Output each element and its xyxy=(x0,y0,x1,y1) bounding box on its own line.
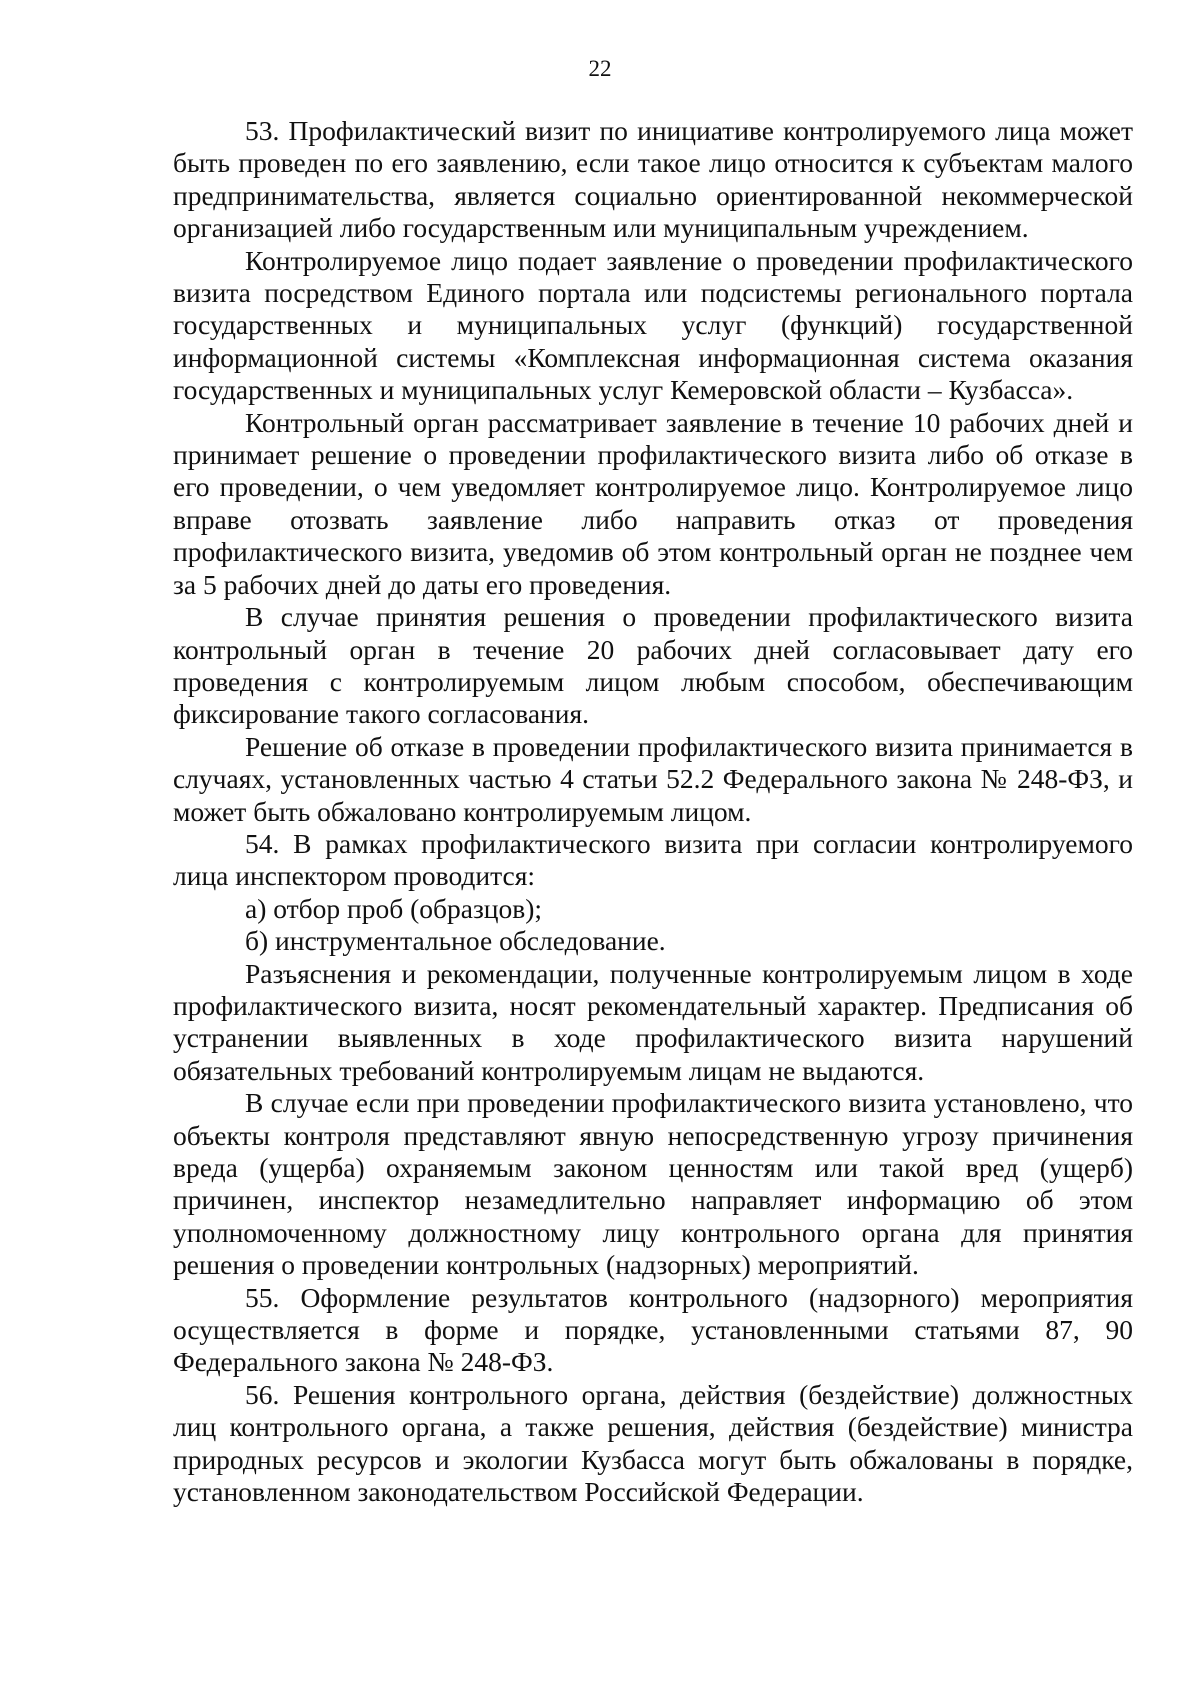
paragraph-explanations: Разъяснения и рекомендации, полученные контролируемым лицом в ходе профилактического визита, носят рекомендательный характер. Предписания об устранении выявленных в ходе профилактического визита нарушений обязательных требований контролируемым лицам не выдаются. xyxy=(173,957,1133,1086)
paragraph-55: 55. Оформление результатов контрольного (надзорного) мероприятия осуществляется в форме и порядке, установленными статьями 87, 90 Федерального закона № 248-ФЗ. xyxy=(173,1281,1133,1378)
paragraph-53: 53. Профилактический визит по инициативе контролируемого лица может быть проведен по его заявлению, если такое лицо относится к субъектам малого предпринимательства, является социально ориентированной некоммерческой организацией либо государственным или муниципальным учреждением. xyxy=(173,115,1133,244)
document-body xyxy=(173,115,1133,1508)
paragraph-54: 54. В рамках профилактического визита при согласии контролируемого лица инспектором проводится: xyxy=(173,827,1133,892)
list-item-a: а) отбор проб (образцов); xyxy=(245,892,543,924)
paragraph-refusal: Решение об отказе в проведении профилактического визита принимается в случаях, установленных частью 4 статьи 52.2 Федерального закона № 248-ФЗ, и может быть обжаловано контролируемым лицом. xyxy=(173,730,1133,827)
paragraph-agreement: В случае принятия решения о проведении профилактического визита контрольный орган в течение 20 рабочих дней согласовывает дату его проведения с контролируемым лицом любым способом, обеспечивающим фиксирование такого согласования. xyxy=(173,601,1133,730)
paragraph-threat: В случае если при проведении профилактического визита установлено, что объекты контроля представляют явную непосредственную угрозу причинения вреда (ущерба) охраняемым законом ценностям или такой вред (ущерб) причинен, инспектор незамедлительно направляет информацию об этом уполномоченному должностному лицу контрольного органа для принятия решения о проведении контрольных (надзорных) мероприятий. xyxy=(173,1087,1133,1281)
paragraph-56: 56. Решения контрольного органа, действия (бездействие) должностных лиц контрольного органа, а также решения, действия (бездействие) министра природных ресурсов и экологии Кузбасса могут быть обжалованы в порядке, установленном законодательством Российской Федерации. xyxy=(173,1378,1133,1508)
page-number: 22 xyxy=(588,56,612,81)
paragraph-application: Контролируемое лицо подает заявление о проведении профилактического визита посредством Единого портала или подсистемы регионального портала государственных и муниципальных услуг (функций) государственной информационной системы «Комплексная информационная система оказания государственных и муниципальных услуг Кемеровской области – Кузбасса». xyxy=(173,244,1133,406)
list-item-b: б) инструментальное обследование. xyxy=(245,925,666,957)
paragraph-review: Контрольный орган рассматривает заявление в течение 10 рабочих дней и принимает решение о проведении профилактического визита либо об отказе в его проведении, о чем уведомляет контролируемое лицо. Контролируемое лицо вправе отозвать заявление либо направить отказ от проведения профилактического визита, уведомив об этом контрольный орган не позднее чем за 5 рабочих дней до даты его проведения. xyxy=(173,406,1133,600)
